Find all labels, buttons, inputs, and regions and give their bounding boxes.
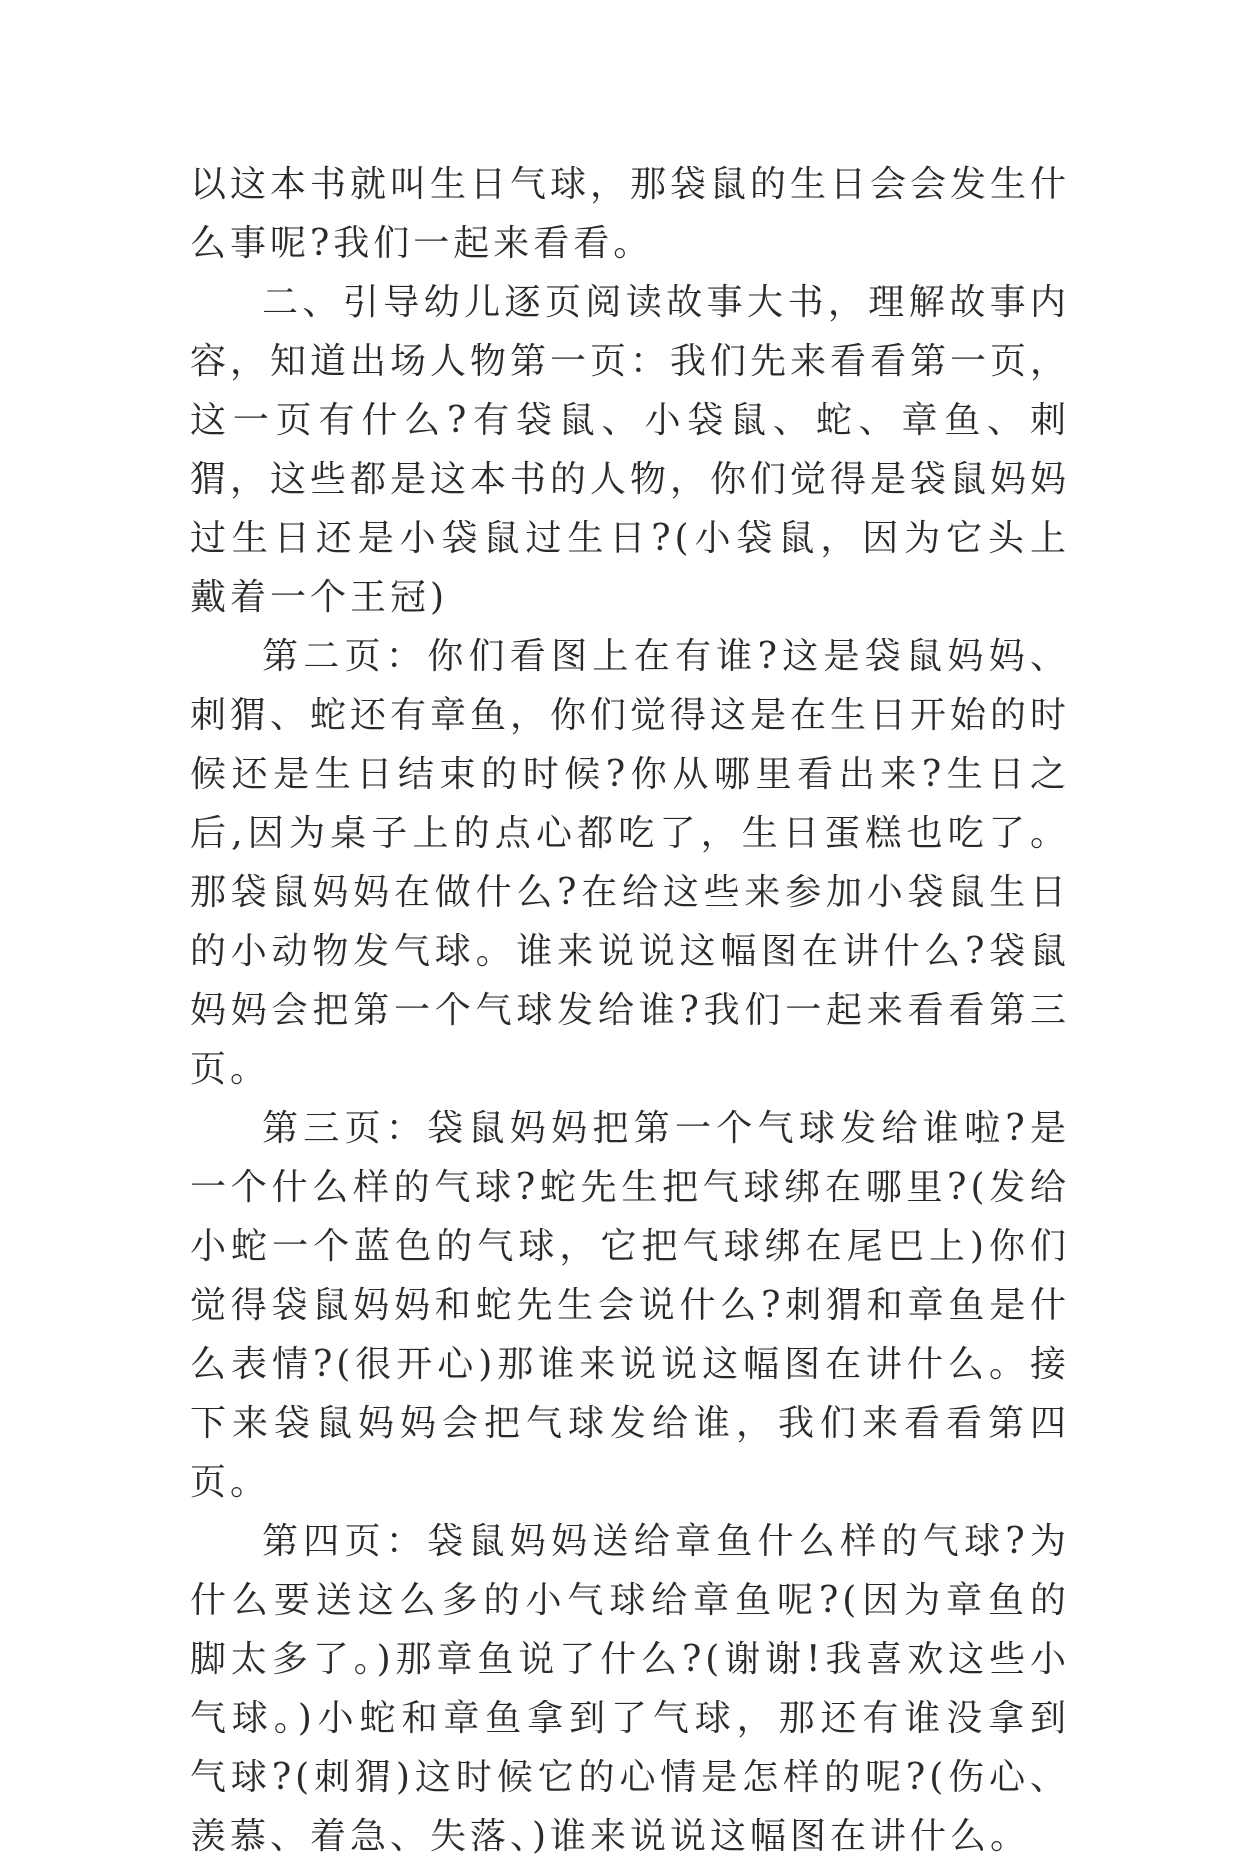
paragraph-3: 第二页：你们看图上在有谁?这是袋鼠妈妈、刺猬、蛇还有章鱼，你们觉得这是在生日开始的时候还是生日结束的时候?你从哪里看出来?生日之后,因为桌子上的点心都吃了，生日蛋糕也吃了。那袋鼠妈妈在做什么?在给这些来参加小袋鼠生日的小动物发气球。谁来说说这幅图在讲什么?袋鼠妈妈会把第一个气球发给谁?我们一起来看看第三页。: [190, 636, 1071, 1090]
paragraph-5: 第四页：袋鼠妈妈送给章鱼什么样的气球?为什么要送这么多的小气球给章鱼呢?(因为章鱼的脚太多了。)那章鱼说了什么?(谢谢!我喜欢这些小气球。)小蛇和章鱼拿到了气球，那还有谁没拿到气球?(刺猬)这时候它的心情是怎样的呢?(伤心、羡慕、着急、失落、)谁来说说这幅图在讲什么。: [190, 1521, 1070, 1857]
document-body: [190, 155, 1070, 1866]
paragraph-4: 第三页：袋鼠妈妈把第一个气球发给谁啦?是一个什么样的气球?蛇先生把气球绑在哪里?(发给小蛇一个蓝色的气球，它把气球绑在尾巴上)你们觉得袋鼠妈妈和蛇先生会说什么?刺猬和章鱼是什么表情?(很开心)那谁来说说这幅图在讲什么。接下来袋鼠妈妈会把气球发给谁，我们来看看第四页。: [190, 1108, 1070, 1503]
paragraph-1: 以这本书就叫生日气球，那袋鼠的生日会会发生什么事呢?我们一起来看看。: [190, 164, 1071, 264]
paragraph-2: 二、引导幼儿逐页阅读故事大书，理解故事内容，知道出场人物第一页：我们先来看看第一页，这一页有什么?有袋鼠、小袋鼠、蛇、章鱼、刺猬，这些都是这本书的人物，你们觉得是袋鼠妈妈过生日还是小袋鼠过生日?(小袋鼠，因为它头上戴着一个王冠): [190, 282, 1071, 618]
